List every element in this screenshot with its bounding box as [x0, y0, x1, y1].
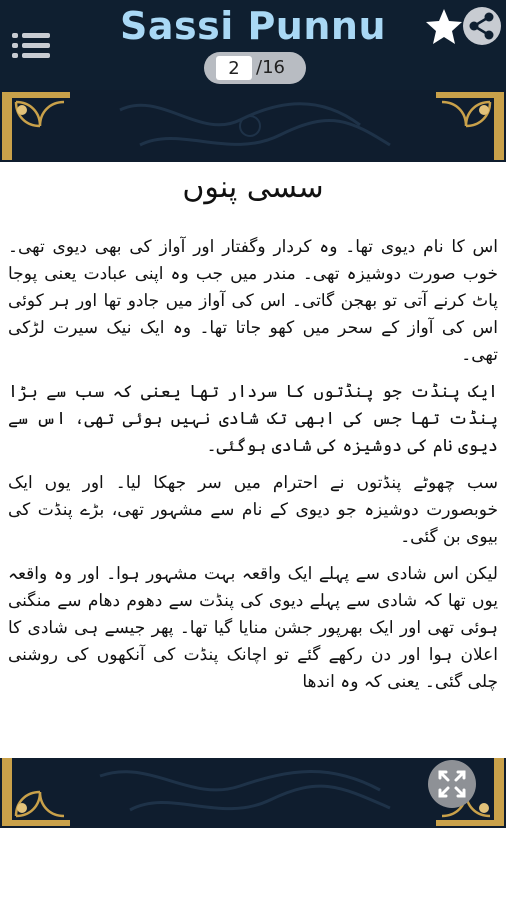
story-title: سسی پنوں: [182, 170, 324, 205]
ornament-pattern: [0, 90, 506, 162]
story-paragraph: اس کا نام دیوی تھا۔ وہ کردار وگفتار اور آواز کی بھی دیوی تھی۔ خوب صورت دوشیزہ تھی۔ مندر میں جب وہ اپنی عبادت یعنی پوجا پاٹ کرنے آتی تو بھجن گاتی۔ اس کی آواز میں جادو تھا اور ہر کوئی اس کی آواز کے سحر میں کھو جاتا تھا۔ وہ ایک نیک سیرت لڑکی تھی۔: [8, 237, 498, 365]
expand-arrows-icon[interactable]: [428, 760, 476, 808]
story-paragraph: لیکن اس شادی سے پہلے ایک واقعہ بہت مشہور ہوا۔ اور وہ واقعہ یوں تھا کہ شادی سے پہلے دیوی کی پنڈت سے دھوم دھام سے منگنی ہوئی تھی اور ایک بھرپور جشن منایا گیا تھا۔ پھر جیسے ہی شادی کا اعلان ہوا اور دن رکھے گئے تو اچانک پنڈت کی آنکھوں کی روشنی چلی گئی۔ یعنی کہ وہ اندھا: [8, 564, 498, 692]
story-paragraph: سب چھوٹے پنڈتوں نے احترام میں سر جھکا لیا۔ اور یوں ایک خوبصورت دوشیزہ جو دیوی کے نام سے مشہور تھی، بڑے پنڈت کی بیوی بن گئی۔: [8, 473, 498, 547]
page-total: /16: [256, 57, 285, 78]
app-bar: [0, 0, 506, 90]
story-paragraph: ایک پنڈت جو پنڈتوں کا سردار تھا یعنی کہ سب سے بڑا پنڈت تھا جس کی ابھی تک شادی نہیں ہوئی تھی، اس سے دیوی نام کی دوشیزہ کی شادی ہوگئی۔: [8, 382, 498, 456]
story-content[interactable]: [0, 162, 506, 758]
story-body: [8, 234, 498, 706]
page-indicator: [204, 52, 306, 84]
star-icon[interactable]: [424, 6, 464, 46]
app-title: Sassi Punnu: [119, 4, 387, 48]
top-ornament-banner: [0, 90, 506, 162]
page-number-input[interactable]: [216, 56, 252, 80]
share-icon[interactable]: [462, 6, 502, 46]
footer-space: [0, 828, 506, 900]
